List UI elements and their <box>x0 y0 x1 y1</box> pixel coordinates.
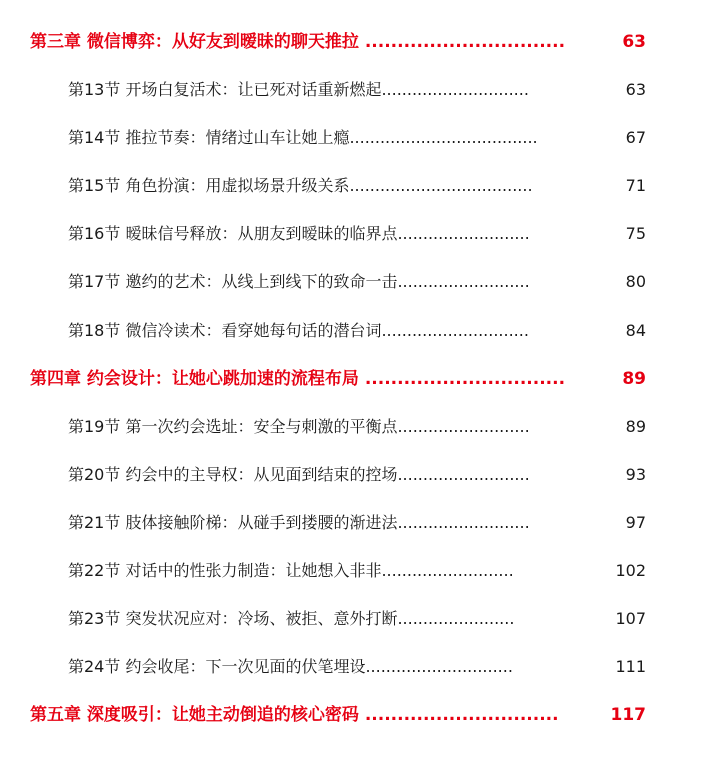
toc-entry-title: 第24节 约会收尾：下一次见面的伏笔埋设............................. <box>68 657 513 677</box>
table-of-contents <box>0 18 708 739</box>
toc-entry-title: 第15节 角色扮演：用虚拟场景升级关系.................................... <box>68 176 533 196</box>
toc-page-number: 63 <box>622 32 646 52</box>
toc-page-number: 117 <box>610 705 646 726</box>
toc-page-number: 111 <box>615 657 646 677</box>
toc-entry-title: 第22节 对话中的性张力制造：让她想入非非.......................... <box>68 561 514 581</box>
toc-page-number: 84 <box>625 320 646 340</box>
toc-page-number: 89 <box>622 368 646 389</box>
toc-entry-title: 第五章 深度吸引：让她主动倒追的核心密码 .............................. <box>30 705 559 726</box>
toc-section-16[interactable] <box>0 210 708 258</box>
toc-section-22[interactable] <box>0 547 708 595</box>
toc-entry-title: 第18节 微信冷读术：看穿她每句话的潜台词............................. <box>68 320 529 340</box>
toc-section-18[interactable] <box>0 307 708 355</box>
toc-entry-title: 第21节 肢体接触阶梯：从碰手到搂腰的渐进法.......................... <box>68 512 530 532</box>
toc-section-20[interactable] <box>0 451 708 499</box>
toc-chapter-4[interactable] <box>0 355 708 403</box>
toc-page-number: 67 <box>625 128 646 148</box>
toc-section-21[interactable] <box>0 499 708 547</box>
toc-page-number: 93 <box>625 464 646 484</box>
toc-section-13[interactable] <box>0 66 708 114</box>
toc-page-number: 97 <box>625 512 646 532</box>
toc-section-19[interactable] <box>0 403 708 451</box>
toc-entry-title: 第23节 突发状况应对：冷场、被拒、意外打断....................... <box>68 609 515 629</box>
toc-entry-title: 第17节 邀约的艺术：从线上到线下的致命一击.......................... <box>68 272 530 292</box>
toc-page-number: 102 <box>615 561 646 581</box>
toc-entry-title: 第20节 约会中的主导权：从见面到结束的控场.......................... <box>68 464 530 484</box>
toc-page-number: 63 <box>625 80 646 100</box>
toc-entry-title: 第三章 微信博弈：从好友到暧昧的聊天推拉 ............................... <box>30 32 566 52</box>
toc-page-number: 80 <box>625 272 646 292</box>
toc-section-14[interactable] <box>0 114 708 162</box>
toc-section-24[interactable] <box>0 643 708 691</box>
toc-entry-title: 第19节 第一次约会选址：安全与刺激的平衡点.......................... <box>68 416 530 436</box>
toc-page-number: 107 <box>615 609 646 629</box>
toc-entry-title: 第14节 推拉节奏：情绪过山车让她上瘾..................................... <box>68 128 538 148</box>
toc-section-23[interactable] <box>0 595 708 643</box>
toc-entry-title: 第四章 约会设计：让她心跳加速的流程布局 ............................... <box>30 368 566 389</box>
toc-page-number: 71 <box>625 176 646 196</box>
toc-section-15[interactable] <box>0 162 708 210</box>
toc-section-17[interactable] <box>0 258 708 306</box>
toc-entry-title: 第13节 开场白复活术：让已死对话重新燃起............................. <box>68 80 529 100</box>
toc-page-number: 89 <box>625 416 646 436</box>
toc-page-number: 75 <box>625 224 646 244</box>
toc-chapter-3[interactable] <box>0 18 708 66</box>
toc-chapter-5[interactable] <box>0 691 708 739</box>
toc-entry-title: 第16节 暧昧信号释放：从朋友到暧昧的临界点.......................... <box>68 224 530 244</box>
